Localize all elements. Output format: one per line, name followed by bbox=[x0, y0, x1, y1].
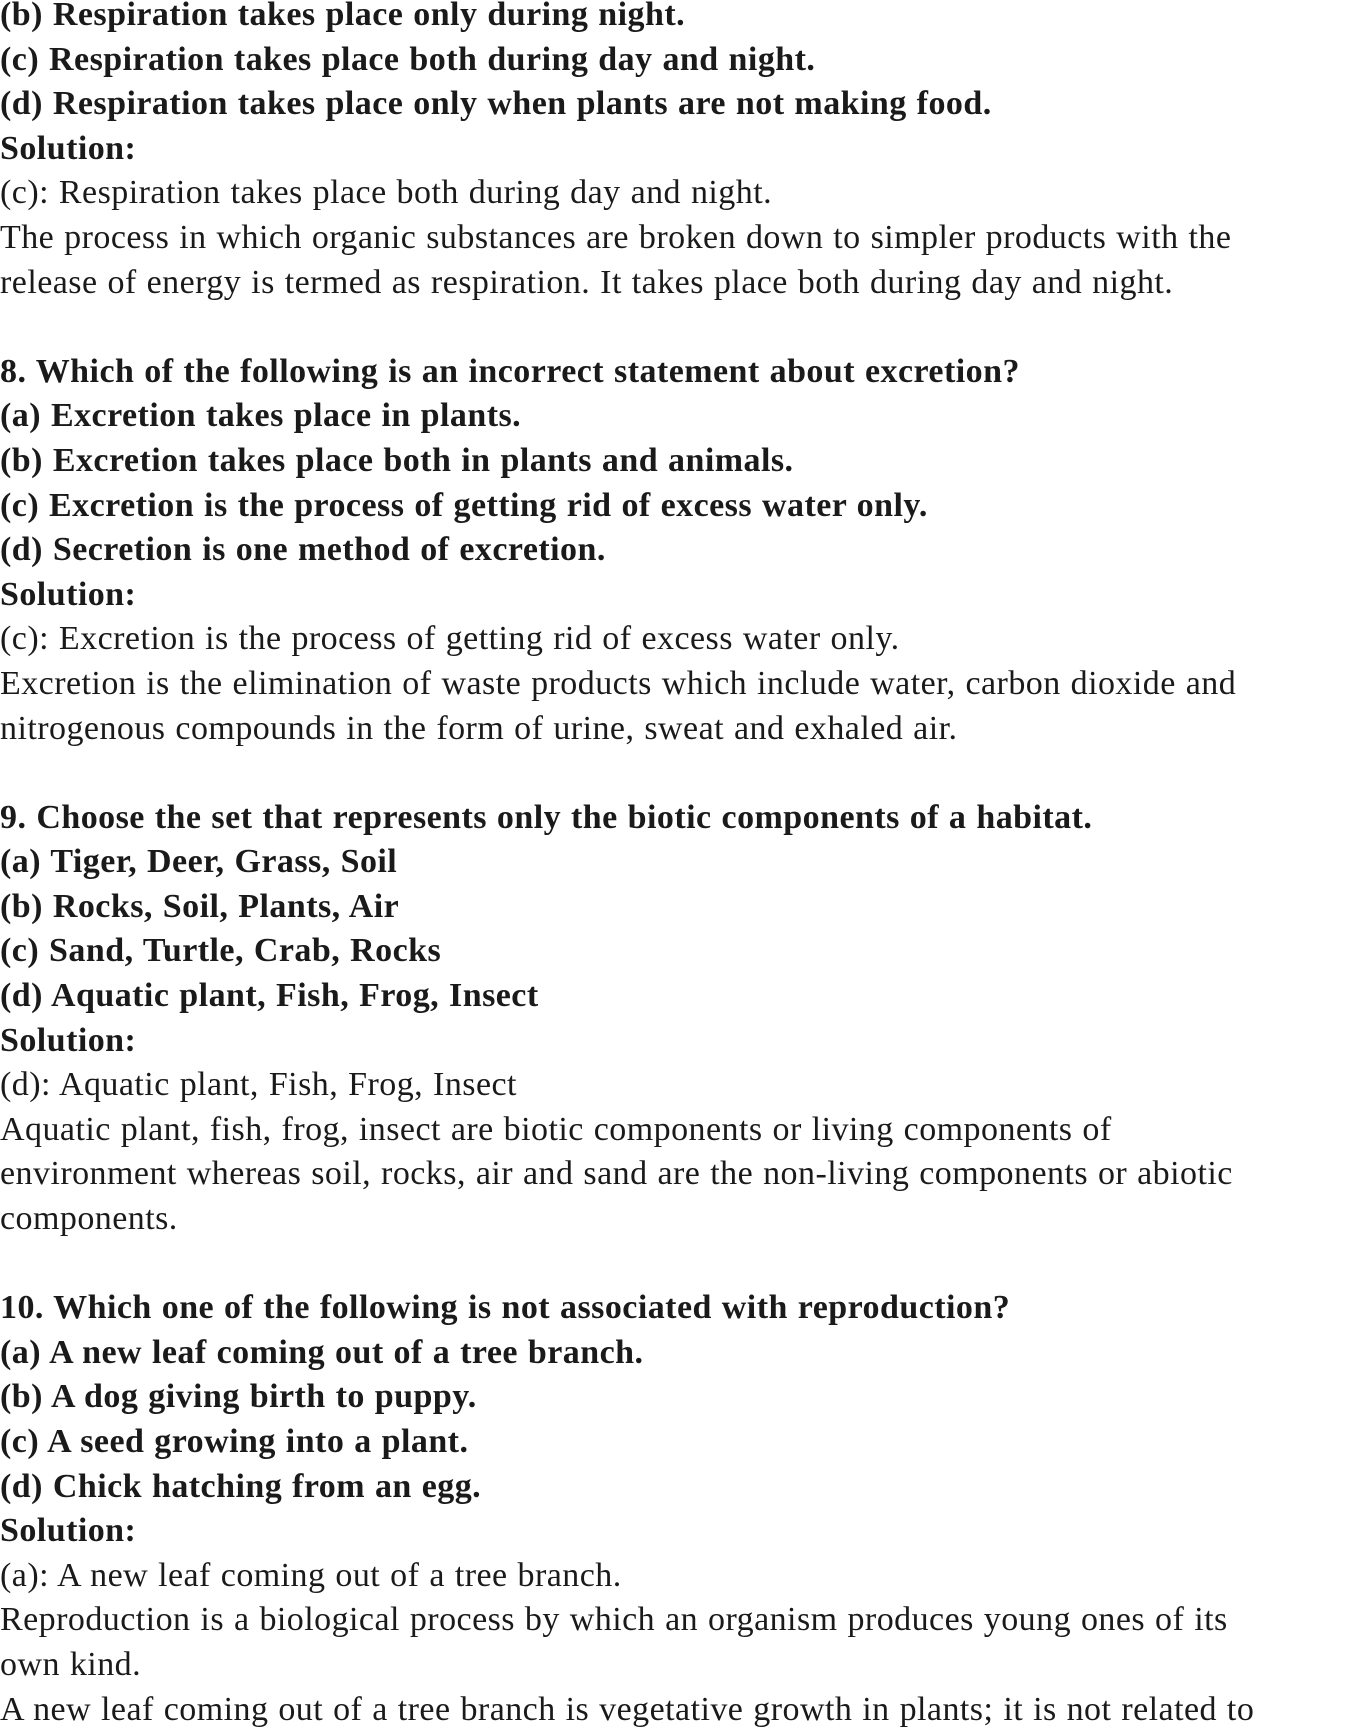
solution-label: Solution: bbox=[0, 575, 137, 613]
option-d: (d) Respiration takes place only when plants are not making food. bbox=[0, 85, 992, 123]
solution-label: Solution: bbox=[0, 1512, 137, 1550]
solution-answer: (d): Aquatic plant, Fish, Frog, Insect bbox=[0, 1066, 517, 1104]
option-b: (b) Rocks, Soil, Plants, Air bbox=[0, 887, 400, 925]
option-c: (c) Respiration takes place both during day and night. bbox=[0, 40, 816, 78]
solution-explanation: Reproduction is a biological process by which an organism produces young ones of its bbox=[0, 1601, 1228, 1639]
question-9-block bbox=[0, 796, 1254, 1242]
option-c: (c) Sand, Turtle, Crab, Rocks bbox=[0, 932, 442, 970]
option-b: (b) Excretion takes place both in plants and animals. bbox=[0, 441, 794, 479]
option-b: (b) Respiration takes place only during night. bbox=[0, 0, 686, 33]
option-d: (d) Secretion is one method of excretion. bbox=[0, 531, 606, 569]
solution-explanation: environment whereas soil, rocks, air and sand are the non-living components or abiotic bbox=[0, 1155, 1233, 1193]
solution-answer: (a): A new leaf coming out of a tree branch. bbox=[0, 1556, 622, 1594]
solution-explanation: The process in which organic substances are broken down to simpler products with the bbox=[0, 218, 1232, 256]
question-7-block bbox=[0, 0, 1254, 305]
solution-explanation: own kind. bbox=[0, 1645, 142, 1683]
option-c: (c) Excretion is the process of getting rid of excess water only. bbox=[0, 486, 928, 524]
solution-explanation: release of energy is termed as respiration. It takes place both during day and night. bbox=[0, 263, 1174, 301]
option-b: (b) A dog giving birth to puppy. bbox=[0, 1378, 477, 1416]
option-d: (d) Aquatic plant, Fish, Frog, Insect bbox=[0, 977, 539, 1015]
option-c: (c) A seed growing into a plant. bbox=[0, 1423, 469, 1460]
solution-explanation: nitrogenous compounds in the form of urine, sweat and exhaled air. bbox=[0, 709, 958, 747]
solution-label: Solution: bbox=[0, 1021, 137, 1059]
solution-explanation: components. bbox=[0, 1200, 178, 1238]
option-d: (d) Chick hatching from an egg. bbox=[0, 1467, 482, 1505]
option-a: (a) Excretion takes place in plants. bbox=[0, 397, 522, 435]
option-a: (a) Tiger, Deer, Grass, Soil bbox=[0, 843, 398, 881]
question-text: 10. Which one of the following is not associated with reproduction? bbox=[0, 1289, 1011, 1327]
solution-explanation: Aquatic plant, fish, frog, insect are biotic components or living components of bbox=[0, 1110, 1112, 1148]
option-a: (a) A new leaf coming out of a tree branch. bbox=[0, 1333, 644, 1371]
solution-answer: (c): Respiration takes place both during day and night. bbox=[0, 174, 773, 212]
solution-answer: (c): Excretion is the process of getting rid of excess water only. bbox=[0, 620, 900, 658]
solution-explanation: A new leaf coming out of a tree branch is vegetative growth in plants; it is not related to bbox=[0, 1690, 1255, 1728]
question-text: 8. Which of the following is an incorrect statement about excretion? bbox=[0, 352, 1020, 390]
solution-label: Solution: bbox=[0, 129, 137, 167]
solution-explanation: Excretion is the elimination of waste products which include water, carbon dioxide and bbox=[0, 664, 1237, 702]
question-8-block bbox=[0, 350, 1254, 751]
question-10-block bbox=[0, 1286, 1254, 1732]
question-text: 9. Choose the set that represents only the biotic components of a habitat. bbox=[0, 798, 1093, 836]
